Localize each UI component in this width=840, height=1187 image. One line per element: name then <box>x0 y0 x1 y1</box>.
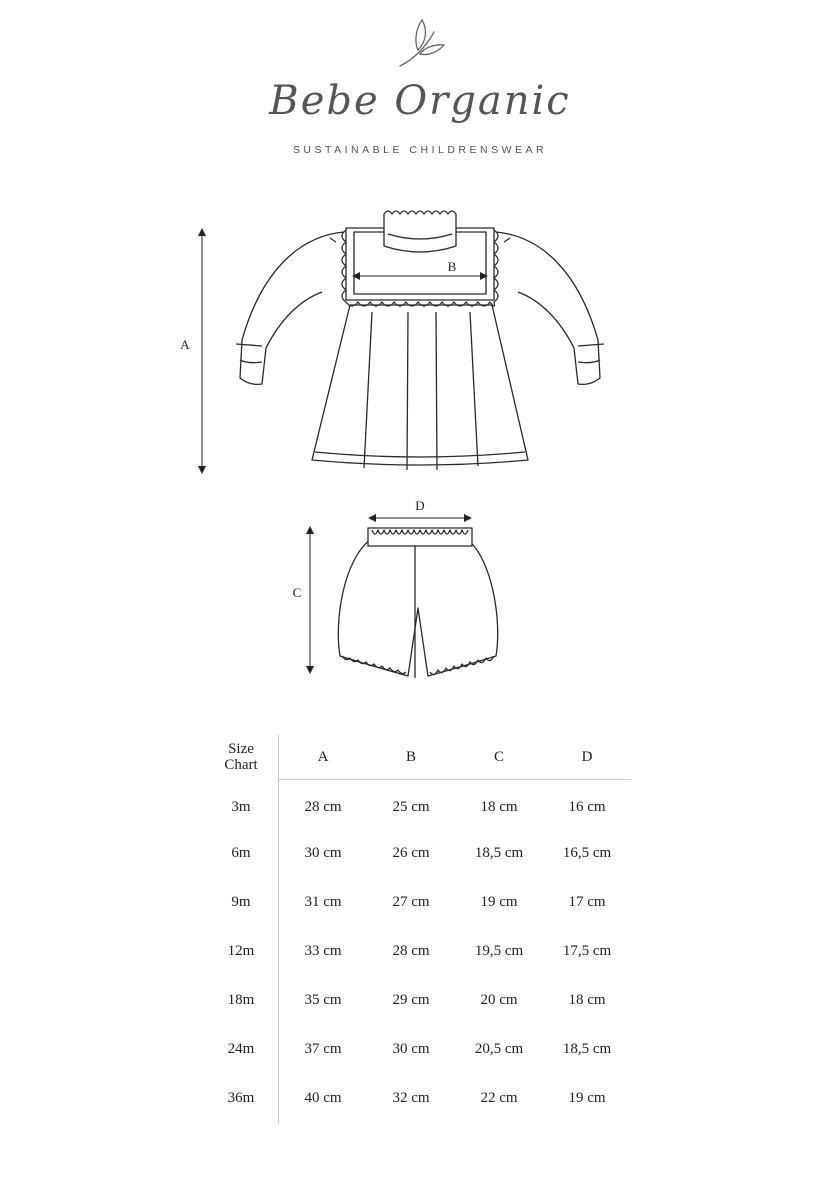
dimension-c <box>293 530 310 670</box>
cell-c: 20,5 cm <box>474 1041 524 1057</box>
table-row <box>204 878 631 927</box>
cell-b: 30 cm <box>392 1041 430 1057</box>
cell-a: 31 cm <box>304 894 342 910</box>
cell-c: 20 cm <box>480 992 518 1008</box>
table-row <box>204 976 631 1025</box>
cell-a: 30 cm <box>304 845 342 861</box>
cell-a: 35 cm <box>304 992 342 1008</box>
size-chart-label-line1: Size <box>228 740 254 757</box>
cell-b: 26 cm <box>392 845 430 861</box>
cell-d: 16 cm <box>568 799 606 815</box>
cell-a: 33 cm <box>304 943 342 959</box>
dimension-label-a: A <box>180 337 190 352</box>
dimension-label-c: C <box>292 585 302 600</box>
cell-c: 18 cm <box>480 799 518 815</box>
size-chart-header-row <box>204 735 631 780</box>
column-header-b: B <box>367 735 455 780</box>
cell-a: 40 cm <box>304 1090 342 1106</box>
row-size: 18m <box>204 976 279 1025</box>
dimension-a <box>180 232 202 470</box>
table-row <box>204 829 631 878</box>
table-row <box>204 1025 631 1074</box>
cell-c: 19 cm <box>480 894 518 910</box>
cell-b: 27 cm <box>392 894 430 910</box>
cell-a: 28 cm <box>304 799 342 815</box>
dimension-d <box>372 498 468 518</box>
column-header-a: A <box>279 735 368 780</box>
column-header-c: C <box>455 735 543 780</box>
cell-d: 17 cm <box>568 894 606 910</box>
column-header-d: D <box>543 735 631 780</box>
cell-d: 19 cm <box>568 1090 606 1106</box>
row-size: 12m <box>204 927 279 976</box>
size-chart-label-line2: Chart <box>224 756 258 773</box>
brand-name: Bebe Organic <box>269 78 571 124</box>
size-chart-table <box>204 735 631 1123</box>
row-size: 3m <box>204 780 279 830</box>
cell-b: 25 cm <box>392 799 430 815</box>
dress-illustration <box>236 211 604 470</box>
bloomers-illustration <box>338 528 497 678</box>
cell-d: 18,5 cm <box>562 1041 612 1057</box>
size-chart-corner-label <box>204 735 279 780</box>
row-size: 9m <box>204 878 279 927</box>
cell-c: 18,5 cm <box>474 845 524 861</box>
cell-b: 29 cm <box>392 992 430 1008</box>
cell-c: 22 cm <box>480 1090 518 1106</box>
cell-c: 19,5 cm <box>474 943 524 959</box>
row-size: 36m <box>204 1074 279 1123</box>
cell-d: 18 cm <box>568 992 606 1008</box>
cell-d: 17,5 cm <box>562 943 612 959</box>
row-size: 6m <box>204 829 279 878</box>
brand-tagline: SUSTAINABLE CHILDRENSWEAR <box>292 144 548 156</box>
cell-a: 37 cm <box>304 1041 342 1057</box>
cell-b: 28 cm <box>392 943 430 959</box>
table-row <box>204 780 631 830</box>
dimension-label-b: B <box>447 259 457 274</box>
cell-d: 16,5 cm <box>562 845 612 861</box>
dimension-label-d: D <box>415 498 425 513</box>
table-row <box>204 927 631 976</box>
table-row <box>204 1074 631 1123</box>
row-size: 24m <box>204 1025 279 1074</box>
cell-b: 32 cm <box>392 1090 430 1106</box>
